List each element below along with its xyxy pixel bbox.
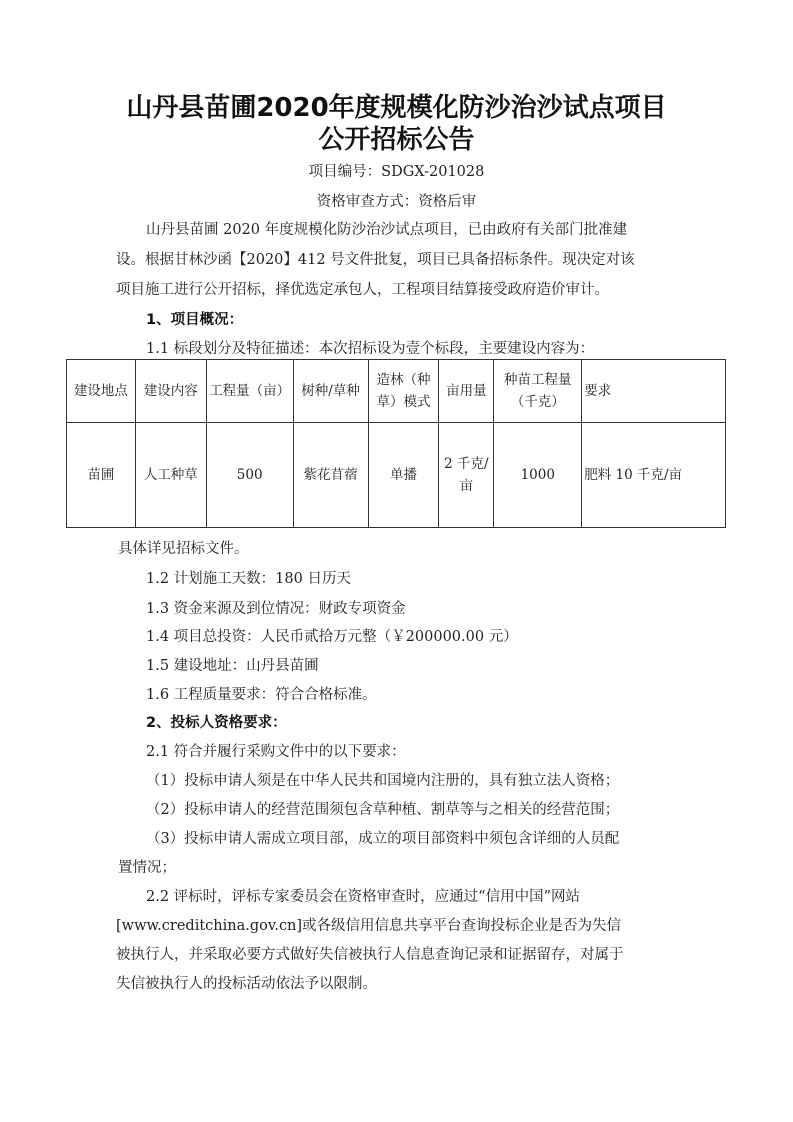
section-1-heading: 1、项目概况： (146, 312, 244, 328)
table-header-cell: 建设内容 (135, 360, 206, 423)
item-1-5: 1.5 建设地址：山丹县苗圃 (146, 658, 319, 674)
table-header-cell: 要求 (582, 360, 726, 423)
table-cell: 人工种草 (135, 423, 206, 528)
requirement-2: （2）投标申请人的经营范围须包含草种植、割草等与之相关的经营范围； (146, 802, 620, 818)
doc-title-line2: 公开招标公告 (318, 125, 475, 155)
intro-line-2: 设。根据甘林沙函【2020】412 号文件批复，项目已具备招标条件。现决定对该 (116, 252, 635, 268)
table-cell: 2 千克/亩 (439, 423, 494, 528)
table-cell: 肥料 10 千克/亩 (582, 423, 726, 528)
doc-title-line1: 山丹县苗圃2020年度规模化防沙治沙试点项目 (126, 93, 667, 123)
review-method: 资格审查方式：资格后审 (316, 194, 477, 210)
requirement-3-line1: （3）投标申请人需成立项目部，成立的项目部资料中须包含详细的人员配 (146, 831, 620, 847)
item-2-2-line4: 失信被执行人的投标活动依法予以限制。 (116, 976, 377, 992)
item-1-3: 1.3 资金来源及到位情况：财政专项资金 (146, 601, 406, 617)
intro-line-1: 山丹县苗圃 2020 年度规模化防沙治沙试点项目，已由政府有关部门批准建 (146, 222, 628, 238)
item-1-2: 1.2 计划施工天数：180 日历天 (146, 571, 351, 587)
item-1-1: 1.1 标段划分及特征描述：本次招标设为壹个标段，主要建设内容为： (146, 341, 595, 357)
table-cell: 苗圃 (67, 423, 136, 528)
after-table-note: 具体详见招标文件。 (118, 541, 249, 557)
table-cell: 单播 (368, 423, 439, 528)
requirement-3-line2: 置情况； (118, 860, 176, 876)
table-header-cell: 树种/草种 (293, 360, 368, 423)
item-2-2-line3: 被执行人，并采取必要方式做好失信被执行人信息查询记录和证据留存，对属于 (116, 947, 624, 963)
table-cell: 紫花苜蓿 (293, 423, 368, 528)
table-header-cell: 造林（种草）模式 (368, 360, 439, 423)
table-row (67, 423, 726, 528)
table-header-cell: 建设地点 (67, 360, 136, 423)
item-1-4: 1.4 项目总投资：人民币贰拾万元整（￥200000.00 元） (146, 629, 518, 645)
table-header-cell: 工程量（亩） (206, 360, 293, 423)
item-2-2-line2: [www.creditchina.gov.cn]或各级信用信息共享平台查询投标企业是否为失信 (116, 918, 622, 934)
table-header-cell: 亩用量 (439, 360, 494, 423)
table-header-row (67, 360, 726, 423)
table-header-cell: 种苗工程量（千克） (494, 360, 582, 423)
item-2-1: 2.1 符合并履行采购文件中的以下要求： (146, 744, 406, 760)
item-1-6: 1.6 工程质量要求：符合合格标准。 (146, 687, 377, 703)
project-table (66, 359, 726, 528)
requirement-1: （1）投标申请人须是在中华人民共和国境内注册的，具有独立法人资格； (146, 773, 620, 789)
table-cell: 1000 (494, 423, 582, 528)
item-2-2-line1: 2.2 评标时，评标专家委员会在资格审查时，应通过“信用中国”网站 (146, 889, 580, 905)
section-2-heading: 2、投标人资格要求： (146, 715, 287, 731)
project-number: 项目编号：SDGX-201028 (308, 164, 485, 180)
table-cell: 500 (206, 423, 293, 528)
intro-line-3: 项目施工进行公开招标，择优选定承包人，工程项目结算接受政府造价审计。 (116, 282, 609, 298)
